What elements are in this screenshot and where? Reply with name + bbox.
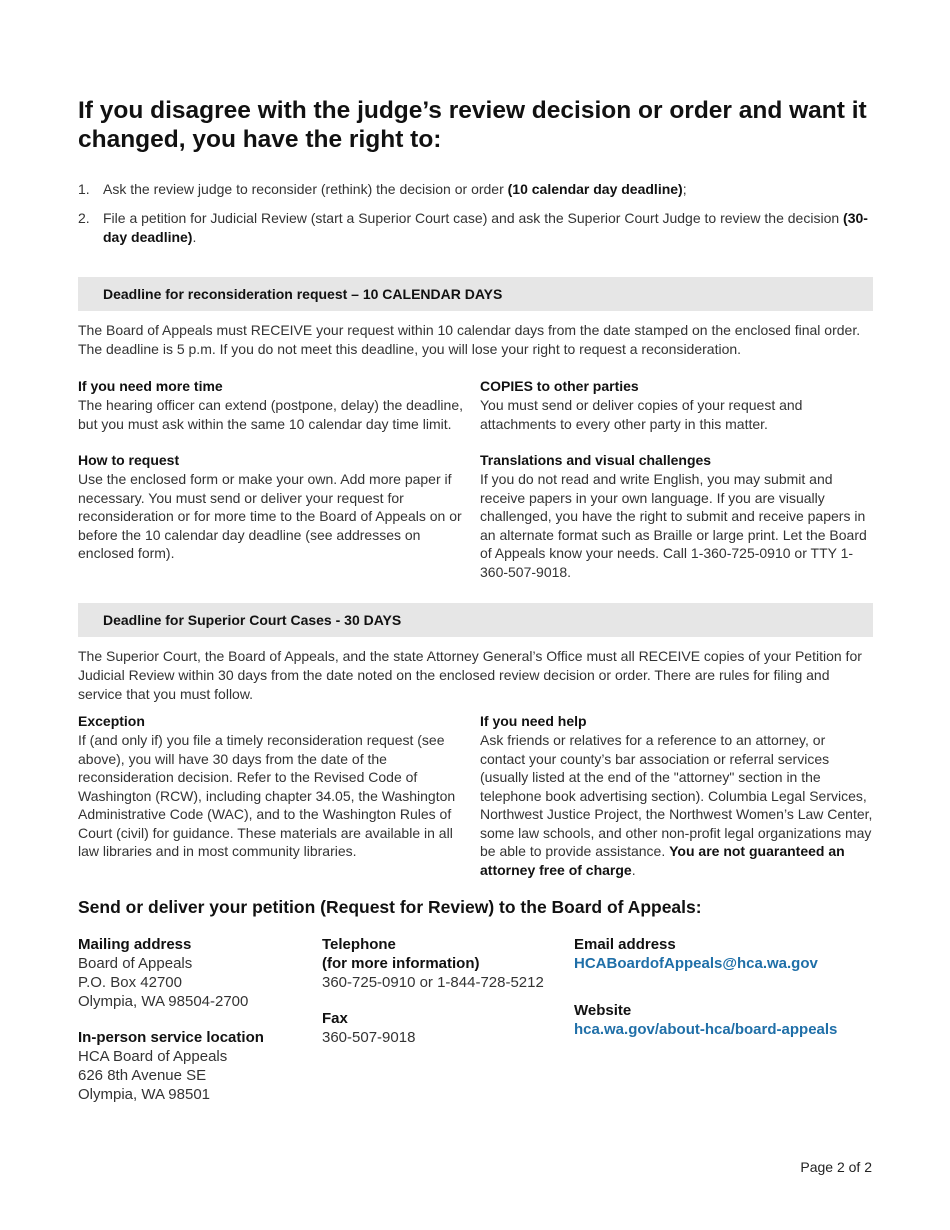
mailing-line: P.O. Box 42700 <box>78 974 182 991</box>
how-to-request-section <box>78 451 470 563</box>
section-title: If you need help <box>480 713 587 729</box>
section-body: Use the enclosed form or make your own. Add more paper if necessary. You must send or deliver your request for reconsideration or for more time to the Board of Appeals on or before the 10 calendar day deadline (see addresses on enclosed form). <box>78 471 462 561</box>
rights-text: File a petition for Judicial Review (start a Superior Court case) and ask the Superior Court Judge to review the decision <box>103 210 844 226</box>
rights-list <box>78 180 873 257</box>
page-title: If you disagree with the judge’s review decision or order and want it changed, you have the right to: <box>78 97 867 153</box>
website-link[interactable]: hca.wa.gov/about-hca/board-appeals <box>574 1021 838 1038</box>
list-number: 2. <box>78 210 90 226</box>
mailing-address <box>78 935 248 1011</box>
website-info <box>574 1001 837 1039</box>
punctuation: . <box>192 229 197 245</box>
section-title: COPIES to other parties <box>480 378 639 394</box>
rights-deadline: (10 calendar day deadline) <box>507 181 683 197</box>
email-label: Email address <box>574 936 676 953</box>
email-link[interactable]: HCABoardofAppeals@hca.wa.gov <box>574 955 818 972</box>
mailing-line: Board of Appeals <box>78 955 193 972</box>
fax-number: 360-507-9018 <box>322 1029 416 1046</box>
punctuation: . <box>631 861 636 878</box>
rights-deadline: (30-day deadline) <box>103 210 868 245</box>
fax-label: Fax <box>322 1010 348 1027</box>
superior-court-heading: Deadline for Superior Court Cases - 30 DAYS <box>78 603 873 637</box>
section-title: How to request <box>78 452 180 468</box>
translations-section <box>480 451 872 581</box>
reconsideration-intro: The Board of Appeals must RECEIVE your request within 10 calendar days from the date stamped on the enclosed final order. The deadline is 5 p.m. If you do not meet this deadline, you will lose your right to request a reconsideration. <box>78 322 861 357</box>
section-title: Translations and visual challenges <box>480 452 712 468</box>
copies-section <box>480 377 872 433</box>
section-body: You must send or deliver copies of your request and attachments to every other party in this matter. <box>480 397 803 432</box>
rights-text: Ask the review judge to reconsider (rethink) the decision or order <box>103 181 508 197</box>
section-title: Exception <box>78 713 145 729</box>
email-info <box>574 935 818 973</box>
rights-item-2 <box>78 209 873 247</box>
help-text: Ask friends or relatives for a reference to an attorney, or contact your county’s bar association or referral services (usually listed at the end of the "attorney" section in the telephone book advertising section). Columbia Legal Services, Northwest Justice Project, the Northwest Women’s Law Center, some law schools, and other non-profit legal organizations may be able to provide assistance. <box>480 732 873 859</box>
telephone-label: Telephone <box>322 936 396 953</box>
mailing-line: Olympia, WA 98504-2700 <box>78 993 249 1010</box>
punctuation: ; <box>682 181 687 197</box>
superior-court-intro: The Superior Court, the Board of Appeals, and the state Attorney General’s Office must all RECEIVE copies of your Petition for Judicial Review within 30 days from the date noted on the enclosed review decision or order. There are rules for filing and service that you must follow. <box>78 648 862 702</box>
in-person-location <box>78 1028 264 1104</box>
list-number: 1. <box>78 181 90 197</box>
mailing-label: Mailing address <box>78 936 192 953</box>
telephone-sublabel: (for more information) <box>322 955 480 972</box>
in-person-line: 626 8th Avenue SE <box>78 1067 207 1084</box>
reconsideration-heading: Deadline for reconsideration request – 10 CALENDAR DAYS <box>78 277 873 311</box>
telephone-number[interactable]: 360-725-0910 or 1-844-728-5212 <box>322 974 544 991</box>
in-person-line: Olympia, WA 98501 <box>78 1086 211 1103</box>
section-body: The hearing officer can extend (postpone, delay) the deadline, but you must ask within the same 10 calendar day time limit. <box>78 397 463 432</box>
help-emphasis: You are not guaranteed an attorney free of charge <box>480 843 845 878</box>
section-body: If you do not read and write English, you may submit and receive papers in your own language. If you are visually challenged, you have the right to submit and receive papers in an alternate format such as Braille or large print. Let the Board of Appeals know your needs. Call 1-360-725-0910 or TTY 1-360-507-9018. <box>480 471 867 580</box>
send-heading: Send or deliver your petition (Request for Review) to the Board of Appeals: <box>78 897 702 917</box>
in-person-line: HCA Board of Appeals <box>78 1048 228 1065</box>
section-body: If (and only if) you file a timely reconsideration request (see above), you will have 30 days from the date of the reconsideration decision. Refer to the Revised Code of Washington (RCW), including chapter 34.05, the Washington Administrative Code (WAC), and to the Washington Rules of Court (civil) for guidance. These materials are available in all law libraries and in most community libraries. <box>78 732 456 859</box>
section-title: If you need more time <box>78 378 223 394</box>
section-body <box>480 731 874 879</box>
fax-info <box>322 1009 415 1047</box>
in-person-label: In-person service location <box>78 1029 264 1046</box>
telephone-info <box>322 935 544 992</box>
page-number: Page 2 of 2 <box>800 1159 872 1175</box>
website-label: Website <box>574 1002 632 1019</box>
rights-item-1 <box>78 180 873 199</box>
more-time-section <box>78 377 470 433</box>
exception-section <box>78 712 470 861</box>
need-help-section <box>480 712 874 879</box>
